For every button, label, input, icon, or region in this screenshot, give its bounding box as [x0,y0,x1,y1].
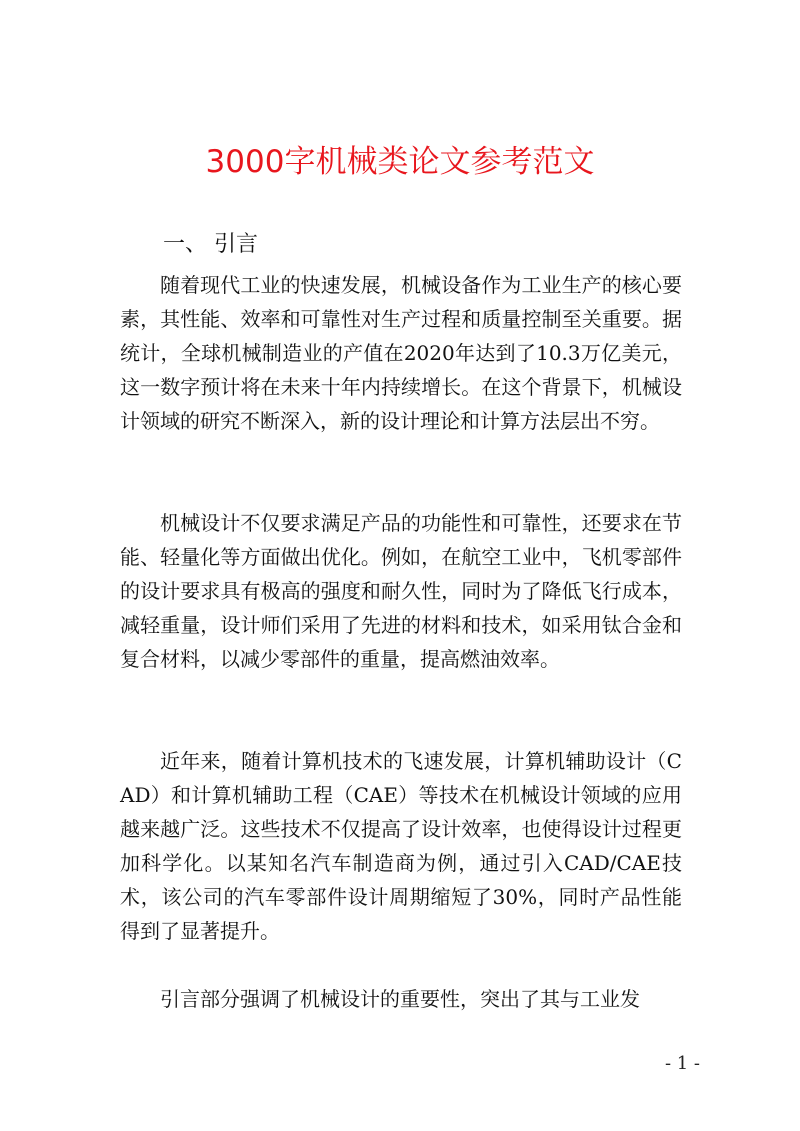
document-title: 3000字机械类论文参考范文 [205,144,595,180]
paragraph: 引言部分强调了机械设计的重要性，突出了其与工业发 [160,987,640,1011]
section-heading: 一、 引言 [163,232,258,257]
paragraph: 机械设计不仅要求满足产品的功能性和可靠性，还要求在节能、轻量化等方面做出优化。例如，在航空工业中，飞机零部件的设计要求具有极高的强度和耐久性，同时为了降低飞行成本，减轻重量，设计师们采用了先进的材料和技术，如采用钛合金和复合材料，以减少零部件的重量，提高燃油效率。 [120,511,682,671]
paragraph: 随着现代工业的快速发展，机械设备作为工业生产的核心要素，其性能、效率和可靠性对生产过程和质量控制至关重要。据统计，全球机械制造业的产值在2020年达到了10.3万亿美元，这一数字预计将在未来十年内持续增长。在这个背景下，机械设计领域的研究不断深入，新的设计理论和计算方法层出不穷。 [120,273,682,433]
paragraph: 近年来，随着计算机技术的飞速发展，计算机辅助设计（CAD）和计算机辅助工程（CAE）等技术在机械设计领域的应用越来越广泛。这些技术不仅提高了设计效率，也使得设计过程更加科学化。以某知名汽车制造商为例，通过引入CAD/CAE技术，该公司的汽车零部件设计周期缩短了30%，同时产品性能得到了显著提升。 [120,749,682,943]
page-number: - 1 - [664,1053,700,1074]
